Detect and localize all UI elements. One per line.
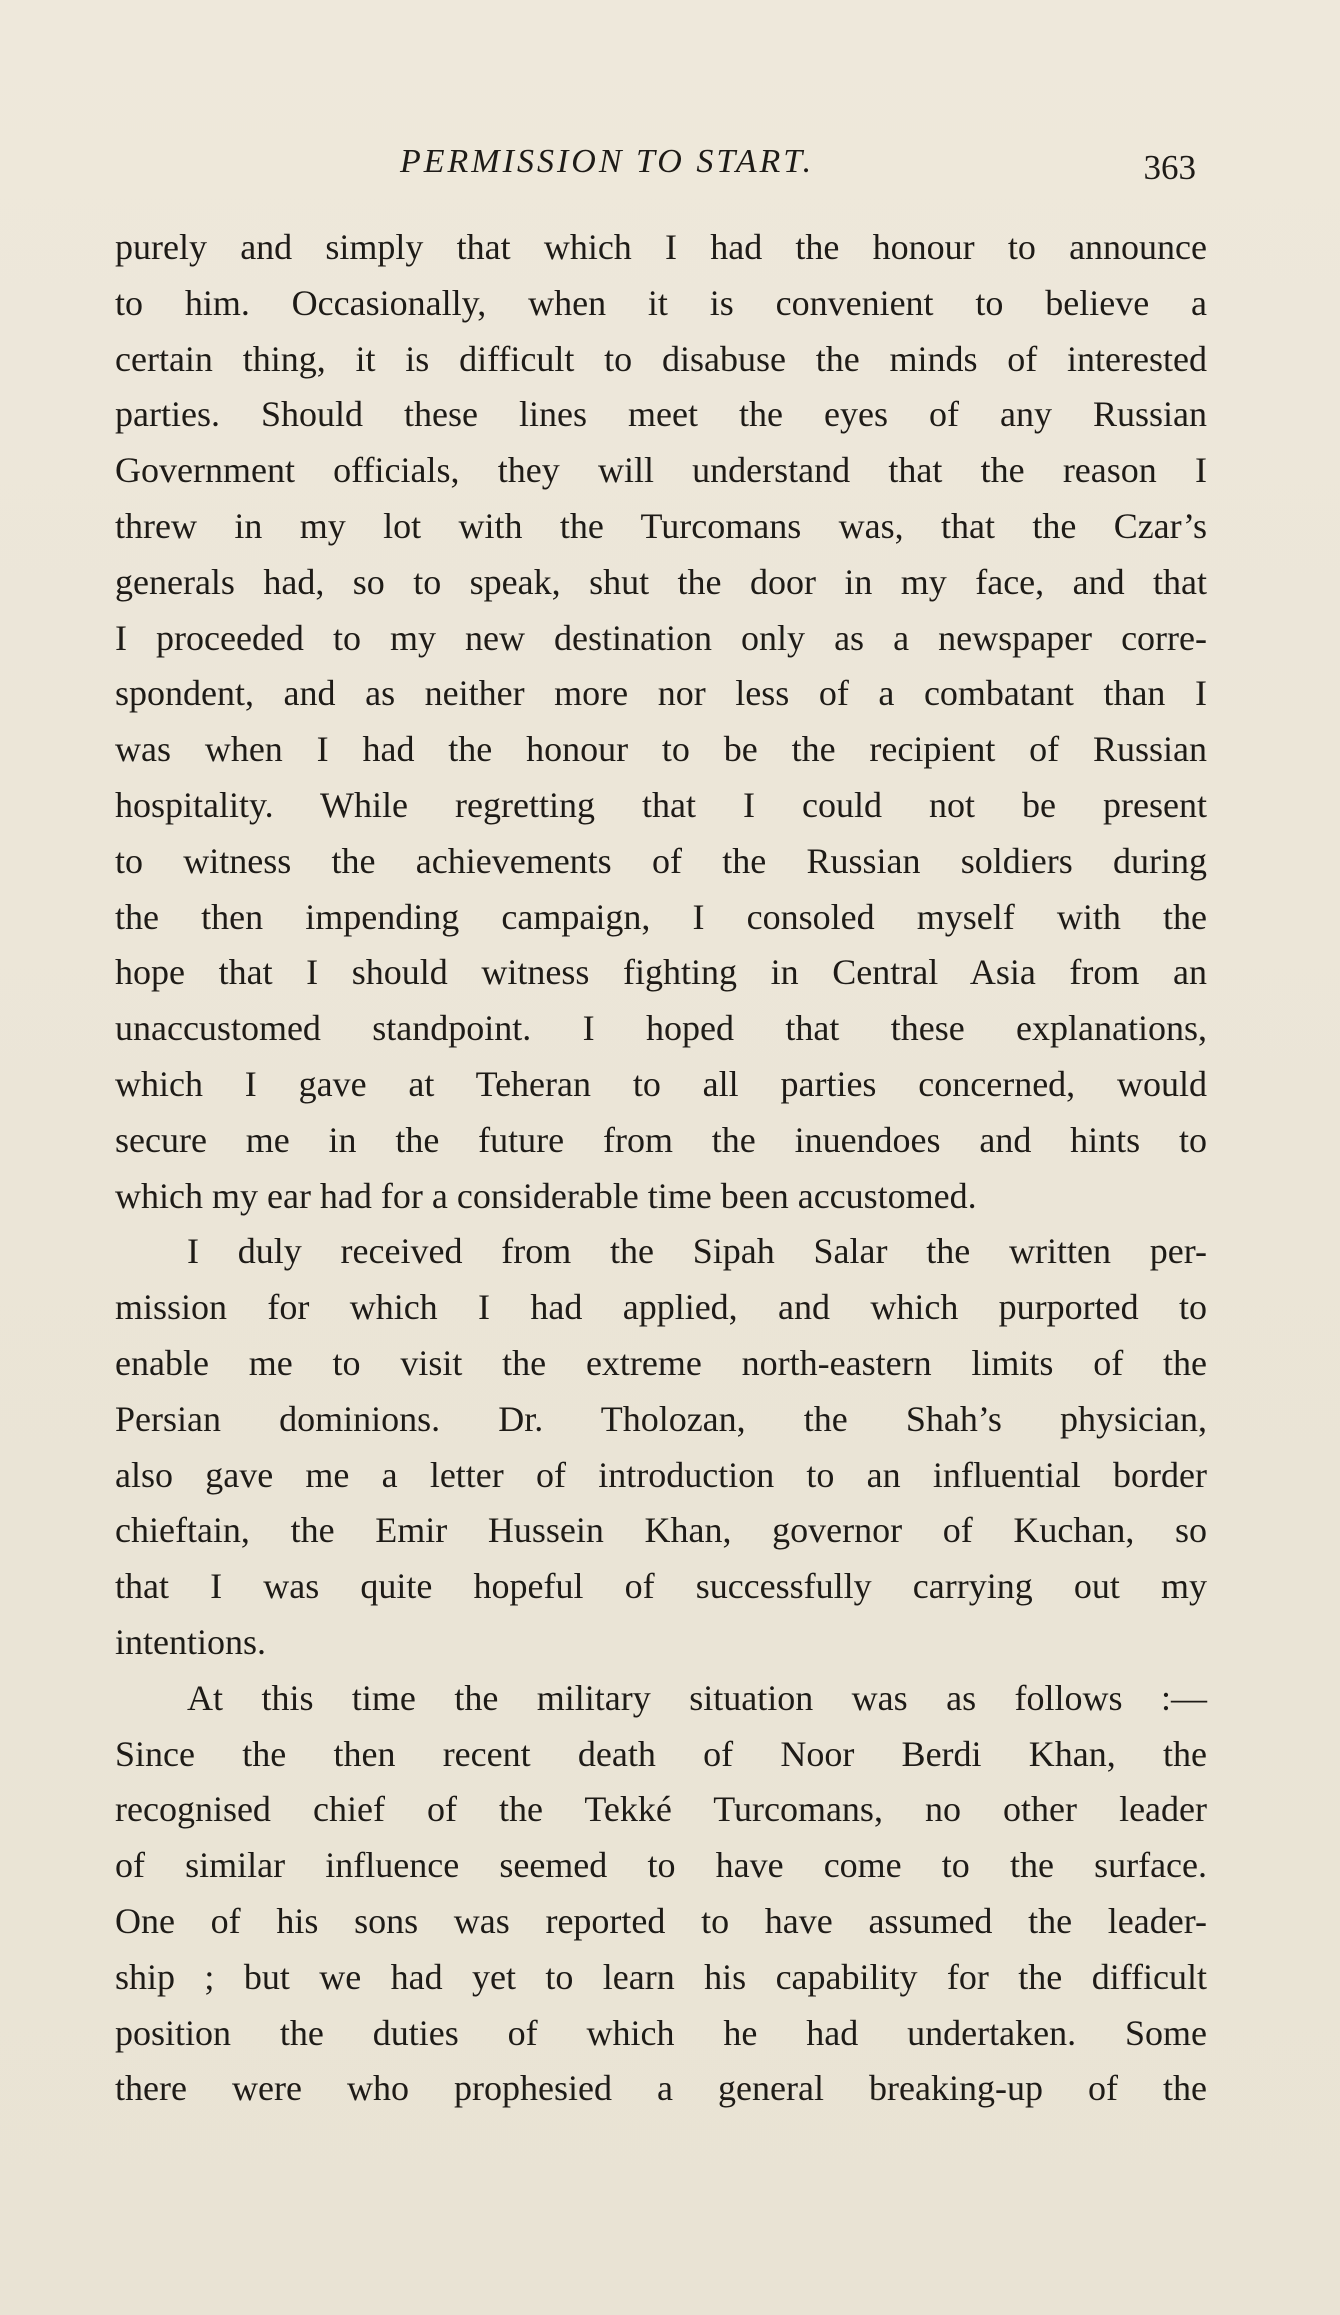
text-line: chieftain, the Emir Hussein Khan, governor of Kuchan, so <box>115 1510 1207 1551</box>
text-line: spondent, and as neither more nor less of a combatant than I <box>115 673 1207 714</box>
running-title: PERMISSION TO START. <box>400 143 815 180</box>
text-line: recognised chief of the Tekké Turcomans, no other leader <box>115 1789 1207 1830</box>
text-line: that I was quite hopeful of successfully carrying out my <box>115 1566 1207 1607</box>
text-line: unaccustomed standpoint. I hoped that these explanations, <box>115 1008 1207 1049</box>
text-line: to him. Occasionally, when it is convenient to believe a <box>115 282 1207 323</box>
text-line: Persian dominions. Dr. Tholozan, the Shah’s physician, <box>115 1398 1207 1439</box>
text-line: ship ; but we had yet to learn his capability for the difficult <box>115 1956 1207 1997</box>
text-line: was when I had the honour to be the recipient of Russian <box>115 729 1207 770</box>
text-line: I duly received from the Sipah Salar the written per- <box>187 1231 1207 1272</box>
text-line: enable me to visit the extreme north-eastern limits of the <box>115 1342 1207 1383</box>
text-line: At this time the military situation was as follows :— <box>187 1677 1207 1718</box>
text-line: hospitality. While regretting that I could not be present <box>115 784 1207 825</box>
text-line: purely and simply that which I had the honour to announce <box>115 227 1207 267</box>
text-line: the then impending campaign, I consoled myself with the <box>115 896 1207 937</box>
text-line: there were who prophesied a general breaking-up of the <box>115 2068 1207 2109</box>
text-line: of similar influence seemed to have come to the surface. <box>115 1845 1207 1886</box>
text-line: to witness the achievements of the Russian soldiers during <box>115 840 1207 881</box>
text-line: certain thing, it is difficult to disabuse the minds of interested <box>115 338 1207 379</box>
text-line: secure me in the future from the inuendoes and hints to <box>115 1119 1207 1160</box>
text-line: intentions. <box>115 1621 266 1662</box>
text-line: mission for which I had applied, and which purported to <box>115 1287 1207 1328</box>
text-line: I proceeded to my new destination only as a newspaper corre- <box>115 617 1207 658</box>
text-line: One of his sons was reported to have assumed the leader- <box>115 1900 1207 1941</box>
body-text <box>115 220 1207 2117</box>
text-line: position the duties of which he had undertaken. Some <box>115 2012 1207 2053</box>
text-line: parties. Should these lines meet the eyes of any Russian <box>115 394 1207 435</box>
text-line: Government officials, they will understand that the reason I <box>115 450 1207 491</box>
text-line: Since the then recent death of Noor Berdi Khan, the <box>115 1733 1207 1774</box>
text-line: threw in my lot with the Turcomans was, that the Czar’s <box>115 505 1207 546</box>
text-line: which my ear had for a considerable time been accustomed. <box>115 1175 977 1216</box>
text-line: generals had, so to speak, shut the door in my face, and that <box>115 561 1207 602</box>
text-line: also gave me a letter of introduction to an influential border <box>115 1454 1207 1495</box>
page-number: 363 <box>1143 148 1196 187</box>
text-line: hope that I should witness fighting in Central Asia from an <box>115 952 1207 993</box>
text-line: which I gave at Teheran to all parties concerned, would <box>115 1063 1207 1104</box>
